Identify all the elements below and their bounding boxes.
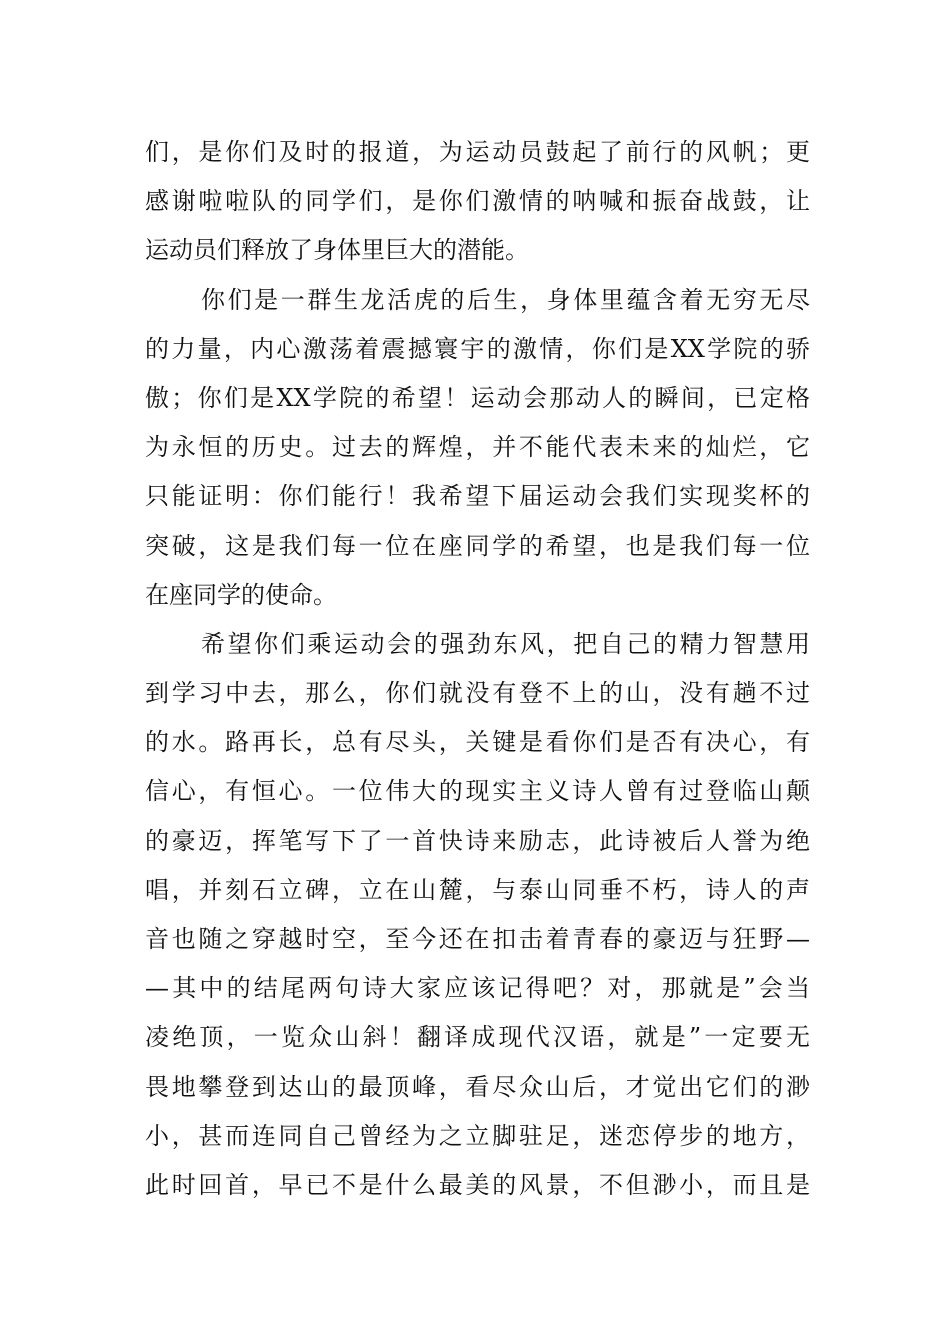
text-line: 只能证明：你们能行！我希望下届运动会我们实现奖杯的 (145, 482, 810, 511)
text-line: 凌绝顶，一览众山斜！翻译成现代汉语，就是”一定要无 (145, 1023, 810, 1052)
text-line: 运动员们释放了身体里巨大的潜能。 (145, 236, 529, 265)
text-line: 的豪迈，挥笔写下了一首快诗来励志，此诗被后人誉为绝 (145, 826, 810, 855)
text-line: 们，是你们及时的报道，为运动员鼓起了前行的风帆；更 (145, 138, 810, 166)
text-line: 音也随之穿越时空，至今还在扣击着青春的豪迈与狂野— (145, 925, 810, 953)
paragraph-first-line: 希望你们乘运动会的强劲东风，把自己的精力智慧用 (201, 629, 810, 658)
paragraph-first-line: 你们是一群生龙活虎的后生，身体里蕴含着无穷无尽 (201, 285, 810, 314)
text-line: 为永恒的历史。过去的辉煌，并不能代表未来的灿烂，它 (145, 433, 810, 462)
text-line: 到学习中去，那么，你们就没有登不上的山，没有趟不过 (145, 679, 810, 708)
text-line: 小，甚而连同自己曾经为之立脚驻足，迷恋停步的地方， (145, 1121, 810, 1150)
text-line: 信心，有恒心。一位伟大的现实主义诗人曾有过登临山颠 (145, 777, 810, 806)
text-line: 唱，并刻石立碑，立在山麓，与泰山同垂不朽，诗人的声 (145, 875, 810, 904)
text-line: 的水。路再长，总有尽头，关键是看你们是否有决心，有 (145, 728, 810, 757)
text-line: 在座同学的使命。 (145, 580, 337, 609)
text-line: 突破，这是我们每一位在座同学的希望，也是我们每一位 (145, 531, 810, 560)
text-line: 傲；你们是XX学院的希望！运动会那动人的瞬间，已定格 (145, 383, 810, 412)
text-line: 感谢啦啦队的同学们，是你们激情的呐喊和振奋战鼓，让 (145, 187, 810, 216)
text-line: 此时回首，早已不是什么最美的风景，不但渺小，而且是 (145, 1170, 810, 1199)
text-line: 畏地攀登到达山的最顶峰，看尽众山后，才觉出它们的渺 (145, 1072, 810, 1101)
text-line: 的力量，内心激荡着震撼寰宇的激情，你们是XX学院的骄 (145, 334, 810, 363)
document-body (145, 128, 810, 1210)
text-line: —其中的结尾两句诗大家应该记得吧？对，那就是”会当 (145, 974, 810, 1003)
